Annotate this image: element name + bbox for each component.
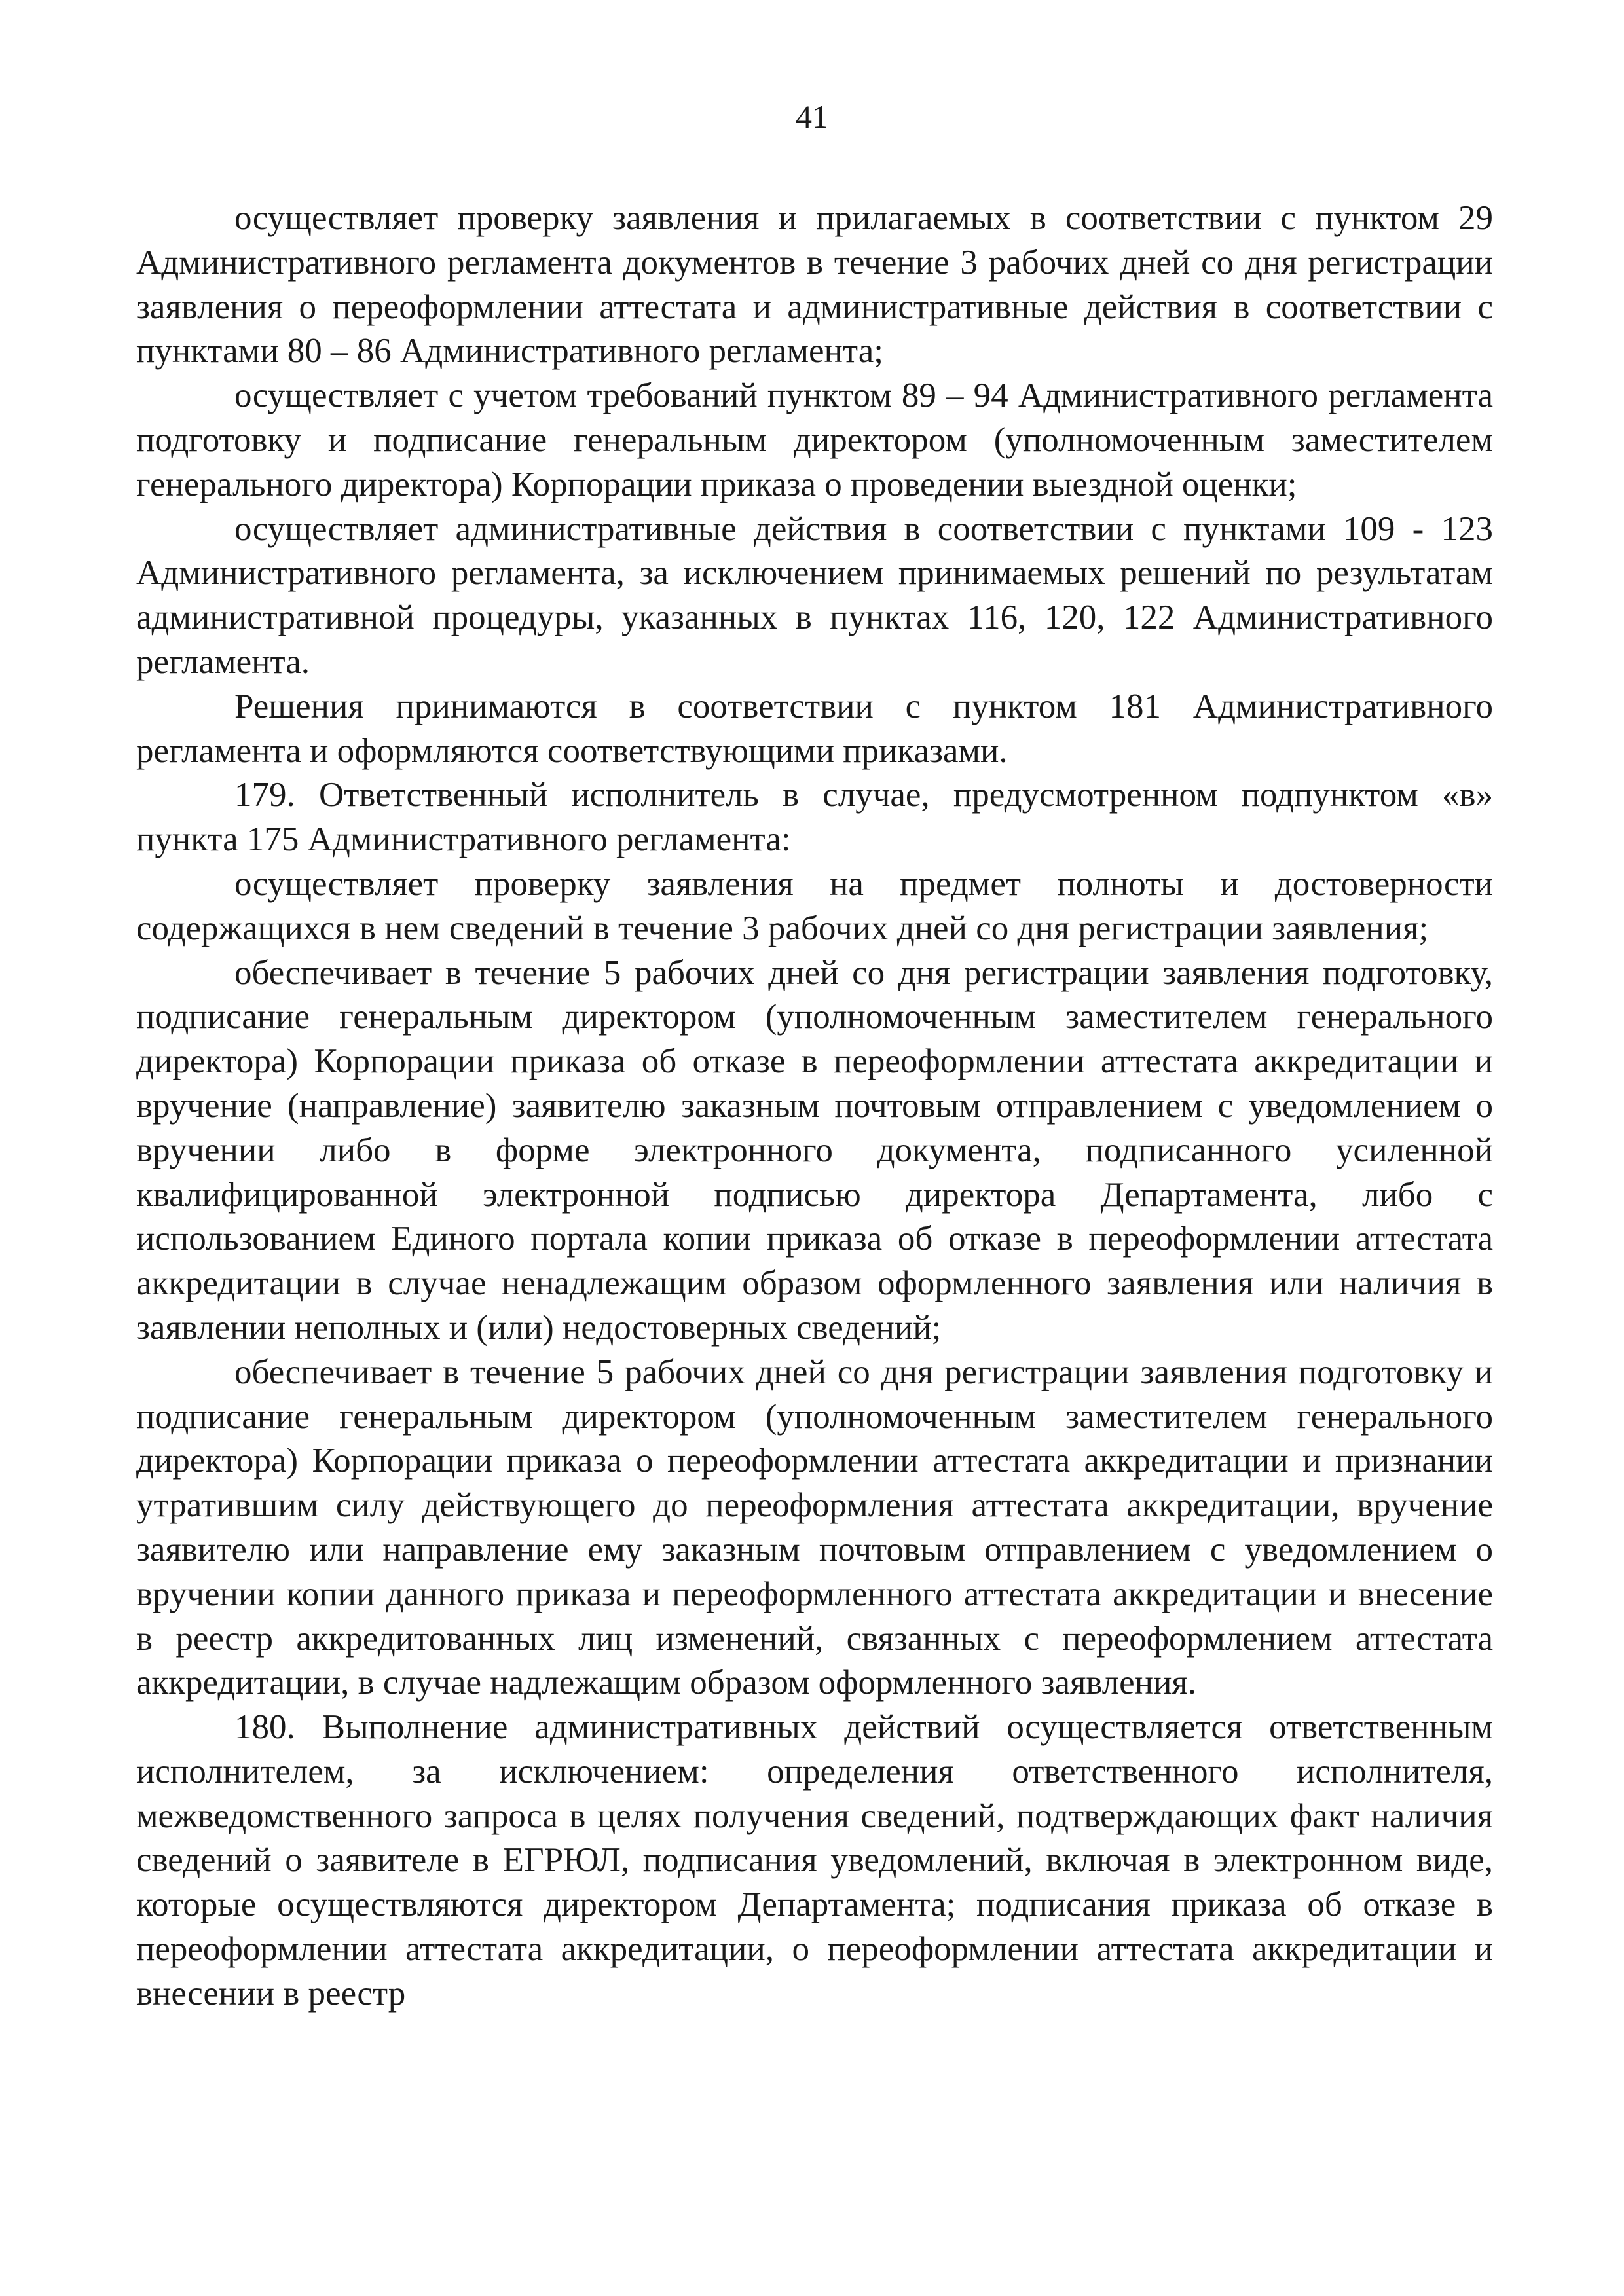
- paragraph-administrative-actions: осуществляет административные действия в соответствии с пунктами 109 - 123 Административного регламента, за исключением принимаемых решений по результатам административной процедуры, указанных в пунктах 116, 120, 122 Административного регламента.: [136, 509, 1493, 681]
- paragraph-completeness-check: осуществляет проверку заявления на предмет полноты и достоверности содержащихся в нем сведений в течение 3 рабочих дней со дня регистрации заявления;: [136, 864, 1493, 947]
- paragraph-refusal-order: обеспечивает в течение 5 рабочих дней со дня регистрации заявления подготовку, подписание генеральным директором (уполномоченным заместителем генерального директора) Корпорации приказа об отказе в переоформлении аттестата аккредитации и вручение (направление) заявителю заказным почтовым отправлением с уведомлением о вручении либо в форме электронного документа, подписанного усиленной квалифицированной электронной подписью директора Департамента, либо с использованием Единого портала копии приказа об отказе в переоформлении аттестата аккредитации в случае ненадлежащим образом оформленного заявления или наличия в заявлении неполных и (или) недостоверных сведений;: [136, 953, 1493, 1347]
- paragraph-onsite-assessment-order: осуществляет с учетом требований пунктом 89 – 94 Административного регламента подготовку и подписание генеральным директором (уполномоченным заместителем генерального директора) Корпорации приказа о проведении выездной оценки;: [136, 376, 1493, 503]
- paragraph-decisions: Решения принимаются в соответствии с пунктом 181 Административного регламента и оформляются соответствующими приказами.: [136, 687, 1493, 770]
- paragraph-reissue-order: обеспечивает в течение 5 рабочих дней со дня регистрации заявления подготовку и подписание генеральным директором (уполномоченным заместителем генерального директора) Корпорации приказа о переоформлении аттестата аккредитации и признании утратившим силу действующего до переоформления аттестата аккредитации, вручение заявителю или направление ему заказным почтовым отправлением с уведомлением о вручении копии данного приказа и переоформленного аттестата аккредитации и внесение в реестр аккредитованных лиц изменений, связанных с переоформлением аттестата аккредитации, в случае надлежащим образом оформленного заявления.: [136, 1353, 1493, 1702]
- paragraph-clause-180: 180. Выполнение административных действий осуществляется ответственным исполнителем, за исключением: определения ответственного исполнителя, межведомственного запроса в целях получения сведений, подтверждающих факт наличия сведений о заявителе в ЕГРЮЛ, подписания уведомлений, включая в электронном виде, которые осуществляются директором Департамента; подписания приказа об отказе в переоформлении аттестата аккредитации, о переоформлении аттестата аккредитации и внесении в реестр: [136, 1708, 1493, 2013]
- document-body: [136, 196, 1493, 2016]
- page-number: 41: [796, 98, 828, 135]
- paragraph-check-application: осуществляет проверку заявления и прилагаемых в соответствии с пунктом 29 Административного регламента документов в течение 3 рабочих дней со дня регистрации заявления о переоформлении аттестата и административные действия в соответствии с пунктами 80 – 86 Административного регламента;: [136, 199, 1493, 371]
- paragraph-clause-179: 179. Ответственный исполнитель в случае, предусмотренном подпунктом «в» пункта 175 Административного регламента:: [136, 776, 1493, 859]
